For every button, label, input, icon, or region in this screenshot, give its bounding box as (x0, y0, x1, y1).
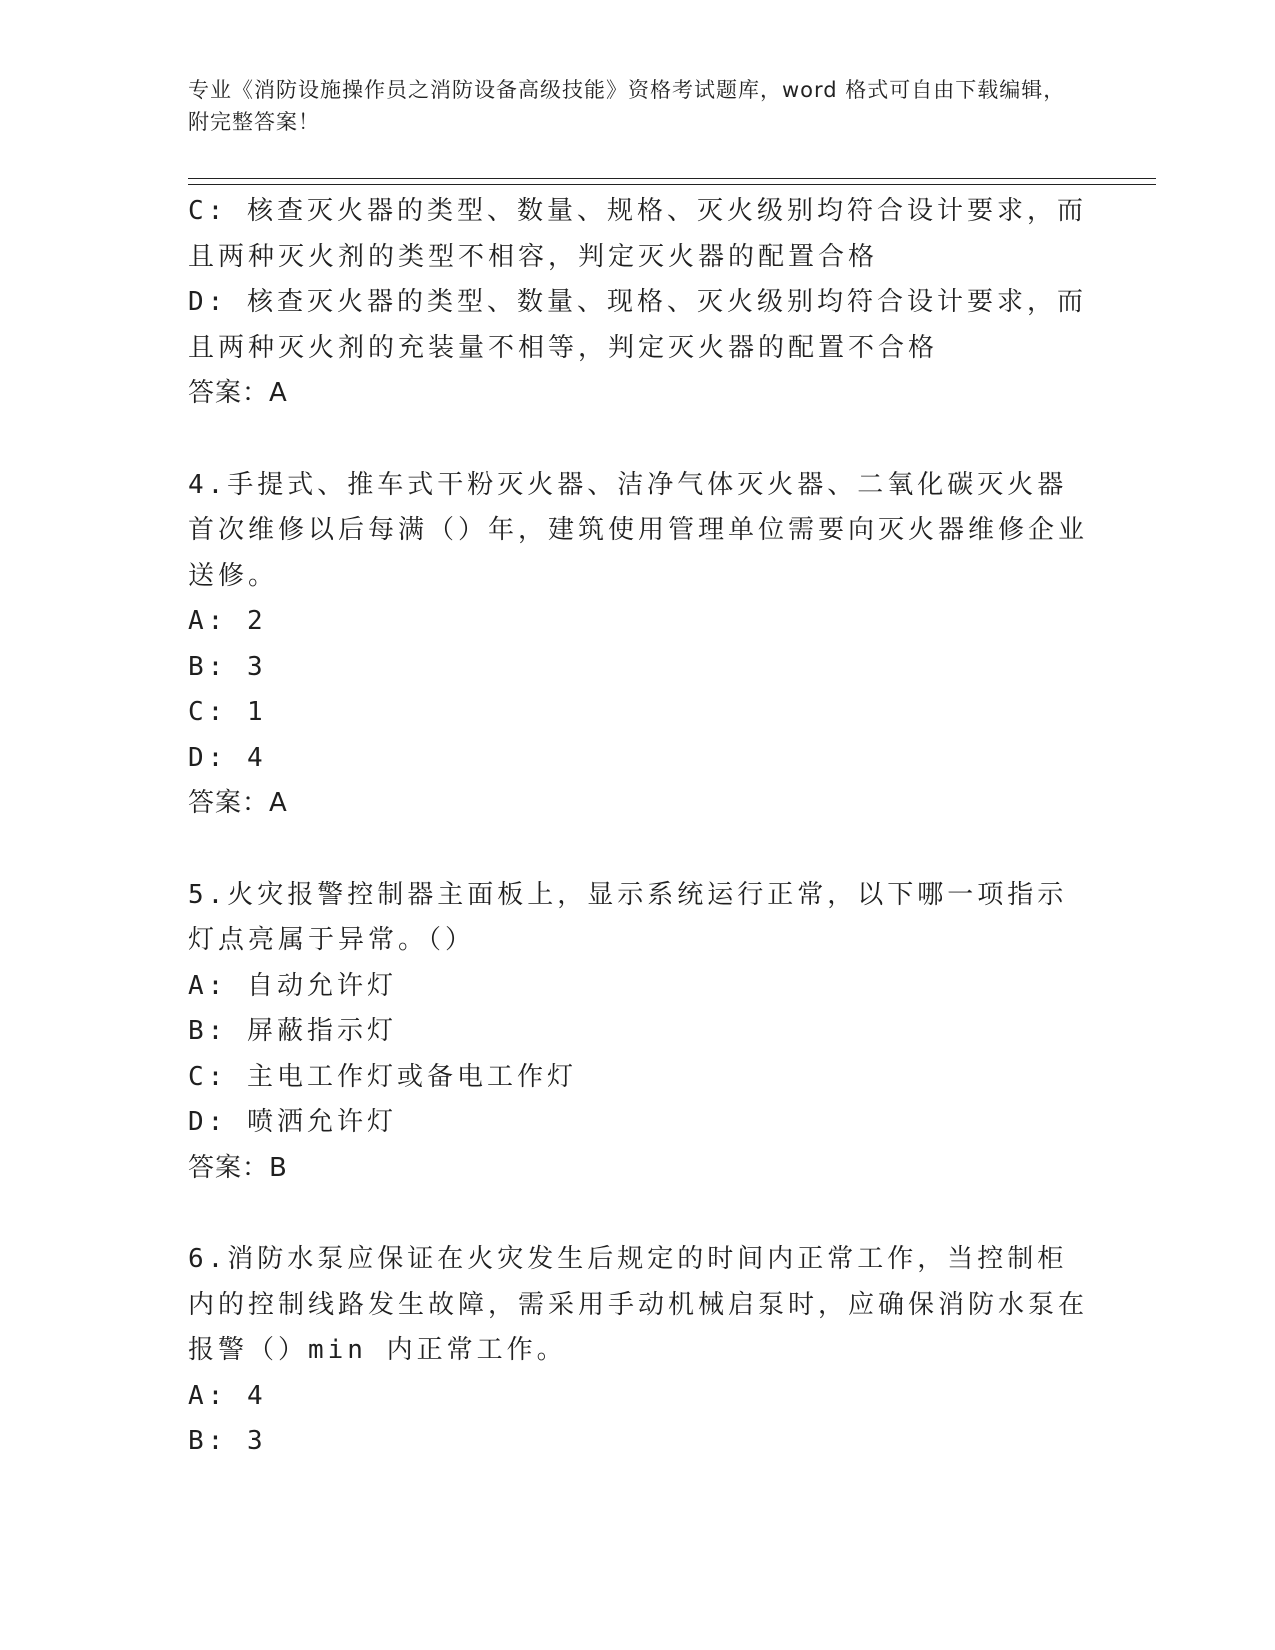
option-b: B: 3 (188, 1426, 267, 1456)
option-c: C: 主电工作灯或备电工作灯 (188, 1061, 577, 1092)
option-c: C: 1 (188, 697, 267, 727)
question-block-6 (188, 1237, 1088, 1465)
option-d: D: 4 (188, 742, 267, 773)
option-a: A: 2 (188, 606, 267, 636)
question-stem: 5.火灾报警控制器主面板上，显示系统运行正常，以下哪一项指示灯点亮属于异常。（） (188, 879, 1068, 955)
answer: 答案：A (188, 378, 288, 408)
question-content (188, 189, 1088, 1465)
option-d: D: 核查灭火器的类型、数量、现格、灭火级别均符合设计要求，而且两种灭火剂的充装量不相等，判定灭火器的配置不合格 (188, 287, 1087, 363)
question-block-3 (188, 189, 1088, 417)
option-c: C: 核查灭火器的类型、数量、规格、灭火级别均符合设计要求，而且两种灭火剂的类型不相容，判定灭火器的配置合格 (188, 196, 1087, 272)
spacer (188, 827, 1088, 873)
option-b: B: 3 (188, 651, 267, 682)
option-a: A: 4 (188, 1380, 267, 1411)
answer: 答案：A (188, 788, 288, 818)
question-block-5 (188, 873, 1088, 1192)
header-divider-top (188, 178, 1156, 179)
header-divider-bottom (188, 184, 1156, 185)
option-b: B: 屏蔽指示灯 (188, 1016, 397, 1046)
question-stem: 6.消防水泵应保证在火灾发生后规定的时间内正常工作，当控制柜内的控制线路发生故障，需采用手动机械启泵时，应确保消防水泵在报警（）min 内正常工作。 (188, 1244, 1089, 1365)
option-d: D: 喷洒允许灯 (188, 1107, 397, 1137)
option-a: A: 自动允许灯 (188, 970, 397, 1001)
spacer (188, 1191, 1088, 1237)
answer: 答案：B (188, 1152, 288, 1183)
spacer (188, 417, 1088, 463)
question-block-4 (188, 463, 1088, 827)
page-header: 专业《消防设施操作员之消防设备高级技能》资格考试题库，word 格式可自由下载编辑，附完整答案！ (188, 78, 1066, 134)
question-stem: 4.手提式、推车式干粉灭火器、洁净气体灭火器、二氧化碳灭火器首次维修以后每满（）年，建筑使用管理单位需要向灭火器维修企业送修。 (188, 469, 1089, 591)
